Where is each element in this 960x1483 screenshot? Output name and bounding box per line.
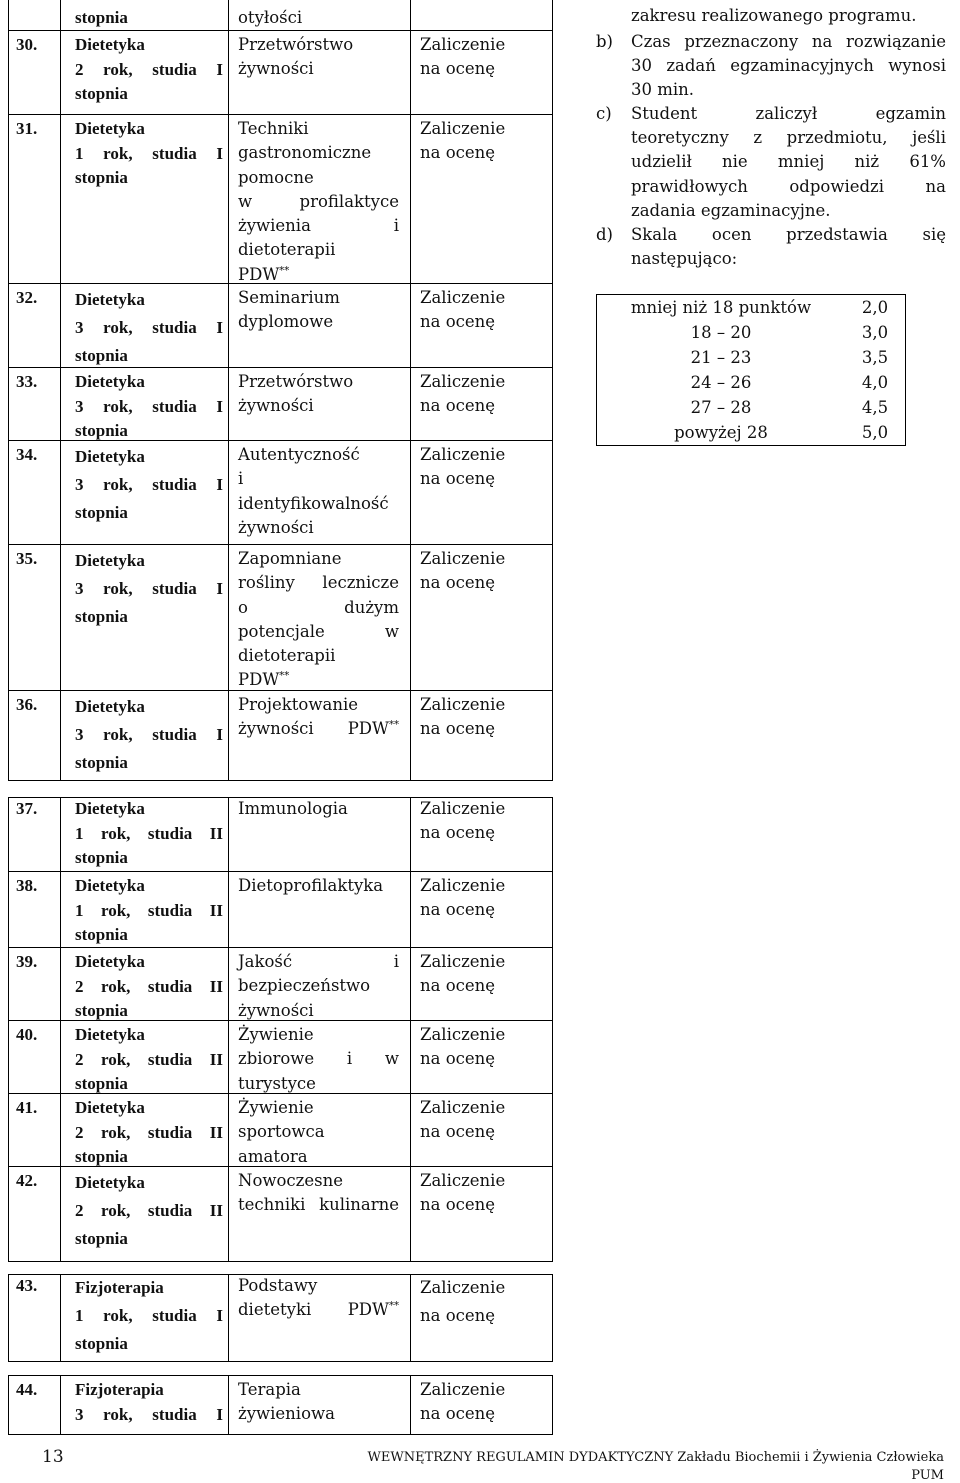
assessment-form-cell-line: na ocenę	[420, 719, 496, 739]
rule-d-line: następująco:	[631, 249, 738, 269]
program-cell-line: stopnia	[75, 84, 128, 103]
program-cell	[75, 1169, 223, 1253]
table-column-border	[552, 1274, 553, 1361]
subject-cell-line: PDW**	[238, 264, 290, 284]
assessment-form-cell	[420, 547, 540, 596]
subject-cell	[238, 6, 399, 30]
assessment-form-cell-line: Zaliczenie	[420, 695, 506, 714]
subject-cell-line: o dużym	[238, 597, 399, 617]
subject-cell	[238, 1378, 399, 1427]
program-cell-line: Dietetyka	[75, 1173, 145, 1192]
assessment-form-cell-line: na ocenę	[420, 1195, 496, 1215]
table-column-border	[410, 0, 411, 780]
row-number: 31.	[16, 119, 38, 138]
grade-value: 4,5	[861, 397, 889, 417]
subject-cell-line: żywności	[238, 396, 314, 416]
subject-cell-line: Przetwórstwo	[238, 372, 354, 391]
rule-c-line: udzielił nie mniej niż 61%	[631, 152, 946, 172]
subject-cell-line: Autentyczność	[238, 445, 360, 464]
program-cell	[75, 874, 223, 948]
program-cell-line: Fizjoterapia	[75, 1380, 164, 1399]
subject-cell-line: Zapomniane	[238, 549, 342, 568]
assessment-form-cell	[420, 286, 540, 335]
rule-c-line: teoretyczny z przedmiotu, jeśli	[631, 128, 946, 148]
subject-cell-line: Żywienie	[238, 1025, 314, 1044]
program-cell-line: 3 rok, studia I	[75, 1404, 223, 1424]
subject-cell-line: zbiorowe i w	[238, 1049, 399, 1069]
subject-cell-line: amatora	[238, 1146, 308, 1166]
assessment-form-cell-line: Zaliczenie	[420, 119, 506, 138]
table-column-border	[8, 797, 9, 1261]
program-cell-line: stopnia	[75, 1147, 128, 1166]
subject-cell-line: Seminarium	[238, 288, 340, 307]
assessment-form-cell-line: Zaliczenie	[420, 1171, 506, 1190]
program-cell-line: 3 rok, studia I	[75, 725, 223, 744]
assessment-form-cell	[420, 874, 540, 923]
program-cell-line: Dietetyka	[75, 799, 145, 818]
subject-cell-line: Żywienie	[238, 1098, 314, 1117]
assessment-form-cell-line: na ocenę	[420, 396, 496, 416]
program-cell-line: Dietetyka	[75, 1098, 145, 1117]
program-cell-line: Dietetyka	[75, 35, 145, 54]
assessment-form-cell-line: Zaliczenie	[420, 549, 506, 568]
grade-range: 18 – 20	[690, 322, 752, 342]
program-cell-line: 1 rok, studia II	[75, 900, 223, 920]
program-cell-line: Dietetyka	[75, 447, 145, 466]
row-number: 43.	[16, 1276, 38, 1295]
assessment-form-cell-line: na ocenę	[420, 573, 496, 593]
grade-range: powyżej 28	[674, 422, 768, 442]
grade-row	[597, 320, 906, 345]
program-cell-line: stopnia	[75, 168, 128, 187]
program-cell-line: stopnia	[75, 607, 128, 626]
rule-b-line: 30 zadań egzaminacyjnych wynosi	[631, 56, 946, 76]
assessment-form-cell	[420, 693, 540, 742]
subject-cell	[238, 797, 399, 821]
program-cell	[75, 950, 223, 1024]
program-cell-line: stopnia	[75, 8, 128, 27]
assessment-form-cell-line: na ocenę	[420, 59, 496, 79]
program-cell	[75, 1096, 223, 1170]
rule-b-text	[631, 30, 946, 103]
program-cell-line: 2 rok, studia II	[75, 1201, 223, 1220]
assessment-form-cell-line: na ocenę	[420, 1404, 496, 1424]
subject-cell-line: sportowca	[238, 1122, 325, 1142]
table-row-border	[8, 1361, 553, 1362]
assessment-form-cell	[420, 370, 540, 419]
table-row-border	[8, 780, 553, 781]
program-cell-line: stopnia	[75, 503, 128, 522]
subject-cell-line: dietoterapii	[238, 240, 336, 260]
program-cell-line: stopnia	[75, 1001, 128, 1020]
subject-cell-line: dietoterapii	[238, 646, 336, 666]
assessment-form-cell-line: na ocenę	[420, 143, 496, 163]
assessment-form-cell-line: Zaliczenie	[420, 952, 506, 971]
program-cell-line: 1 rok, studia I	[75, 143, 223, 163]
program-cell-line: 2 rok, studia II	[75, 1049, 223, 1069]
program-cell-line: Dietetyka	[75, 952, 145, 971]
subject-cell-line: turystyce	[238, 1073, 316, 1093]
program-cell-line: Dietetyka	[75, 290, 145, 309]
table-column-border	[228, 797, 229, 1261]
assessment-form-cell	[420, 117, 540, 166]
assessment-form-cell-line: na ocenę	[420, 469, 496, 489]
rule-c-line: Student zaliczył egzamin	[631, 104, 946, 123]
program-cell-line: stopnia	[75, 346, 128, 365]
program-cell-line: stopnia	[75, 1229, 128, 1248]
row-number: 35.	[16, 549, 38, 568]
rule-c-text	[631, 102, 946, 223]
program-cell-line: stopnia	[75, 421, 128, 440]
assessment-form-cell	[420, 950, 540, 999]
table-row-border	[8, 1375, 553, 1376]
row-number: 33.	[16, 372, 38, 391]
grade-range: 21 – 23	[690, 347, 752, 367]
program-cell-line: Dietetyka	[75, 1025, 145, 1044]
program-cell	[75, 370, 223, 444]
grade-scale-table	[596, 294, 906, 446]
table-row-border	[8, 114, 553, 115]
program-cell-line: Dietetyka	[75, 119, 145, 138]
program-cell	[75, 443, 223, 527]
subject-cell	[238, 693, 399, 742]
assessment-form-cell	[420, 1096, 540, 1145]
program-cell-line: Dietetyka	[75, 876, 145, 895]
row-number: 34.	[16, 445, 38, 464]
program-cell	[75, 693, 223, 777]
subject-cell	[238, 547, 399, 693]
program-cell	[75, 286, 223, 370]
subject-cell	[238, 33, 399, 82]
assessment-form-cell-line: Zaliczenie	[420, 445, 506, 464]
program-cell-line: 2 rok, studia II	[75, 976, 223, 996]
subject-cell-line: Przetwórstwo	[238, 35, 354, 54]
row-number: 32.	[16, 288, 38, 307]
subject-cell-line: Jakość i	[238, 952, 399, 971]
assessment-form-cell	[420, 797, 540, 846]
rule-b-line: Czas przeznaczony na rozwiązanie	[631, 32, 946, 51]
grade-value: 3,5	[861, 347, 889, 367]
subject-cell-line: żywności	[238, 59, 314, 79]
subject-cell-line: potencjale w	[238, 621, 399, 641]
assessment-form-cell-line: na ocenę	[420, 1122, 496, 1142]
program-cell-line: 2 rok, studia I	[75, 59, 223, 79]
subject-cell-line: PDW**	[238, 670, 290, 690]
subject-cell-line: Podstawy	[238, 1276, 318, 1295]
subject-cell-line: Techniki	[238, 119, 309, 138]
subject-cell-line: i	[238, 469, 244, 489]
row-number: 42.	[16, 1171, 38, 1190]
row-number: 36.	[16, 695, 38, 714]
subject-cell-line: żywności	[238, 517, 314, 537]
subject-cell	[238, 443, 399, 540]
table-column-border	[410, 1274, 411, 1361]
subject-cell-line: żywienia i	[238, 216, 399, 236]
program-cell-line: stopnia	[75, 848, 128, 867]
grade-row	[597, 395, 906, 420]
grade-value: 5,0	[861, 422, 889, 442]
assessment-form-cell	[420, 33, 540, 82]
grade-row	[597, 295, 906, 321]
assessment-form-cell-line: na ocenę	[420, 1306, 496, 1325]
program-cell	[75, 6, 223, 31]
program-cell-line: stopnia	[75, 753, 128, 772]
assessment-form-cell-line: Zaliczenie	[420, 372, 506, 391]
assessment-form-cell-line: Zaliczenie	[420, 876, 506, 895]
grade-range: mniej niż 18 punktów	[630, 297, 812, 317]
subject-cell-line: techniki kulinarne	[238, 1195, 399, 1215]
subject-cell-line: bezpieczeństwo	[238, 976, 371, 996]
grade-row	[597, 345, 906, 370]
program-cell	[75, 1378, 223, 1427]
program-cell	[75, 33, 223, 107]
table-column-border	[60, 1274, 61, 1361]
assessment-form-cell-line: na ocenę	[420, 1049, 496, 1069]
assessment-form-cell-line: na ocenę	[420, 900, 496, 920]
grade-row	[597, 420, 906, 446]
table-column-border	[60, 1375, 61, 1434]
assessment-form-cell-line: Zaliczenie	[420, 799, 506, 818]
program-cell-line: stopnia	[75, 925, 128, 944]
assessment-form-cell	[420, 1023, 540, 1072]
subject-cell-line: Projektowanie	[238, 695, 358, 714]
assessment-form-cell	[420, 1378, 540, 1427]
rule-d-text	[631, 223, 946, 271]
program-cell-line: Dietetyka	[75, 697, 145, 716]
table-column-border	[552, 797, 553, 1261]
program-cell-line: Fizjoterapia	[75, 1278, 164, 1297]
rule-c-line: prawidłowych odpowiedzi na	[631, 176, 946, 196]
program-cell-line: stopnia	[75, 1074, 128, 1093]
program-cell	[75, 547, 223, 631]
table-row-border	[8, 544, 553, 545]
table-column-border	[60, 0, 61, 780]
program-cell-line: Dietetyka	[75, 551, 145, 570]
subject-cell-line: żywieniowa	[238, 1404, 335, 1424]
program-cell-line: 1 rok, studia II	[75, 823, 223, 843]
rule-b-line: 30 min.	[631, 80, 695, 100]
assessment-form-cell	[420, 1274, 540, 1330]
subject-cell-line: Terapia	[238, 1380, 301, 1399]
subject-cell	[238, 1023, 399, 1096]
subject-cell	[238, 286, 399, 335]
table-column-border	[228, 1274, 229, 1361]
table-row-border	[8, 1434, 553, 1435]
subject-cell	[238, 370, 399, 419]
assessment-form-cell-line: Zaliczenie	[420, 1025, 506, 1044]
subject-cell-line: pomocne	[238, 167, 314, 187]
row-number: 38.	[16, 876, 38, 895]
table-column-border	[410, 1375, 411, 1434]
subject-cell	[238, 117, 399, 287]
table-column-border	[8, 1274, 9, 1361]
table-column-border	[8, 0, 9, 780]
row-number: 37.	[16, 799, 38, 818]
table-column-border	[228, 1375, 229, 1434]
rules-intro: zakresu realizowanego programu.	[631, 6, 917, 25]
program-cell-line: 2 rok, studia II	[75, 1122, 223, 1142]
subject-cell	[238, 950, 399, 1023]
subject-cell-line: żywności	[238, 1000, 314, 1020]
grade-value: 3,0	[861, 322, 889, 342]
program-cell-line: 3 rok, studia I	[75, 475, 223, 494]
row-number: 30.	[16, 35, 38, 54]
table-column-border	[8, 1375, 9, 1434]
rule-b-label: b)	[596, 32, 613, 51]
program-cell	[75, 1023, 223, 1097]
rule-d-line: Skala ocen przedstawia się	[631, 225, 946, 244]
subject-cell-line: Nowoczesne	[238, 1171, 343, 1190]
assessment-form-cell-line: na ocenę	[420, 312, 496, 332]
grade-range: 24 – 26	[690, 372, 752, 392]
table-column-border	[410, 797, 411, 1261]
program-cell-line: stopnia	[75, 1334, 128, 1353]
subject-cell-line: Immunologia	[238, 799, 348, 818]
row-number: 41.	[16, 1098, 38, 1117]
assessment-form-cell	[420, 443, 540, 492]
subject-cell	[238, 1096, 399, 1169]
footer-title: WEWNĘTRZNY REGULAMIN DYDAKTYCZNY Zakładu Biochemii i Żywienia Człowieka	[367, 1450, 944, 1465]
page-number: 13	[42, 1447, 64, 1467]
subject-cell-line: rośliny lecznicze	[238, 573, 399, 593]
assessment-form-cell-line: Zaliczenie	[420, 1278, 506, 1297]
subject-cell	[238, 1274, 399, 1323]
row-number: 39.	[16, 952, 38, 971]
program-cell-line: 3 rok, studia I	[75, 579, 223, 598]
footer-org: PUM	[911, 1468, 944, 1483]
rule-c-line: zadania egzaminacyjne.	[631, 200, 831, 220]
grade-range: 27 – 28	[690, 397, 752, 417]
rule-d-label: d)	[596, 225, 613, 244]
program-cell-line: 3 rok, studia I	[75, 318, 223, 337]
program-cell-line: Dietetyka	[75, 372, 145, 391]
subject-cell	[238, 1169, 399, 1218]
subject-cell-line: żywności PDW**	[238, 719, 399, 739]
subject-cell-line: Dietoprofilaktyka	[238, 876, 384, 895]
program-cell	[75, 1274, 223, 1358]
table-column-border	[552, 1375, 553, 1434]
subject-cell-line: dietetyki PDW**	[238, 1300, 399, 1320]
assessment-form-cell-line: Zaliczenie	[420, 1380, 506, 1399]
row-number: 40.	[16, 1025, 38, 1044]
assessment-form-cell-line: na ocenę	[420, 976, 496, 996]
grade-value: 4,0	[861, 372, 889, 392]
table-row-border	[8, 871, 553, 872]
table-column-border	[60, 797, 61, 1261]
program-cell-line: 3 rok, studia I	[75, 396, 223, 416]
program-cell	[75, 797, 223, 871]
row-number: 44.	[16, 1380, 38, 1399]
subject-cell-line: identyfikowalność	[238, 493, 389, 513]
grade-value: 2,0	[861, 297, 889, 317]
subject-cell-line: otyłości	[238, 8, 303, 27]
subject-cell-line: w profilaktyce	[238, 191, 399, 211]
assessment-form-cell-line: Zaliczenie	[420, 288, 506, 307]
assessment-form-cell-line: na ocenę	[420, 823, 496, 843]
assessment-form-cell-line: Zaliczenie	[420, 35, 506, 54]
assessment-form-cell-line: Zaliczenie	[420, 1098, 506, 1117]
program-cell-line: 1 rok, studia I	[75, 1306, 223, 1325]
table-column-border	[228, 0, 229, 780]
subject-cell-line: dyplomowe	[238, 312, 334, 332]
subject-cell	[238, 874, 399, 898]
table-row-border	[8, 1261, 553, 1262]
assessment-form-cell	[420, 1169, 540, 1218]
subject-cell-line: gastronomiczne	[238, 143, 372, 163]
grade-row	[597, 370, 906, 395]
table-column-border	[552, 0, 553, 780]
program-cell	[75, 117, 223, 191]
rule-c-label: c)	[596, 104, 612, 123]
